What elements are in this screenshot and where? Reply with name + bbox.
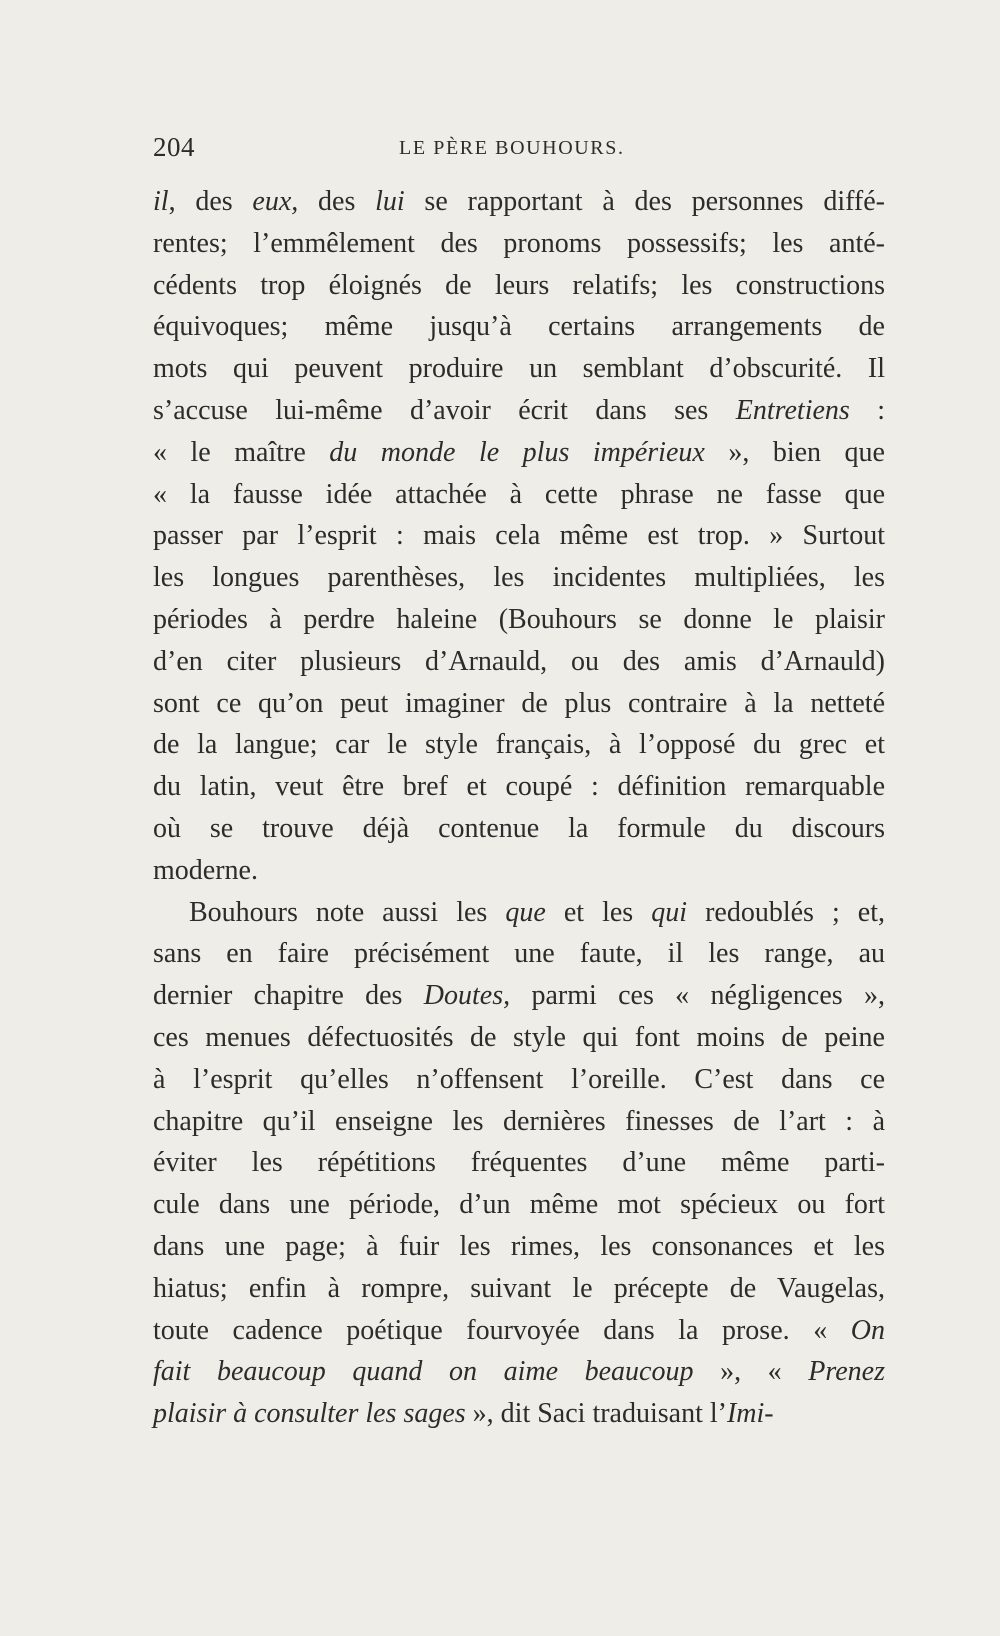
text-line — [153, 1226, 885, 1268]
text-run: et les — [545, 896, 652, 928]
text-line — [153, 1310, 885, 1352]
text-line — [153, 432, 885, 474]
text-run: « la fausse idée attachée à cette phrase ne fasse que — [153, 478, 885, 510]
text-line — [153, 1101, 885, 1143]
italic-text: qui — [651, 896, 688, 928]
text-line — [153, 975, 885, 1017]
text-line — [153, 683, 885, 725]
text-line — [153, 265, 885, 307]
text-run: cule dans une période, d’un même mot spécieux ou fort — [153, 1189, 885, 1221]
text-run: passer par l’esprit : mais cela même est trop. » Surtout — [153, 520, 885, 552]
text-line — [153, 390, 885, 432]
text-line — [153, 1059, 885, 1101]
text-line — [153, 557, 885, 599]
text-run: des — [298, 186, 376, 217]
text-line — [153, 599, 885, 641]
running-head — [153, 132, 853, 172]
text-line — [153, 892, 885, 934]
text-line — [153, 808, 885, 850]
text-line — [153, 348, 885, 390]
text-line — [153, 223, 885, 265]
text-run: les longues parenthèses, les incidentes multipliées, les — [153, 562, 885, 594]
text-run: sans en faire précisément une faute, il les range, au — [153, 938, 885, 970]
text-run: d’en citer plusieurs d’Arnauld, ou des amis d’Arnauld) — [153, 645, 885, 677]
italic-text: Imi- — [726, 1398, 774, 1430]
text-line — [153, 641, 885, 683]
italic-text: Prenez — [808, 1356, 886, 1388]
italic-text: On — [850, 1314, 885, 1346]
text-run: périodes à perdre haleine (Bouhours se donne le plaisir — [153, 603, 885, 635]
italic-text: Doutes, — [423, 980, 511, 1012]
text-run: dernier chapitre des — [153, 980, 424, 1012]
text-run: hiatus; enfin à rompre, suivant le précepte de Vaugelas, — [153, 1272, 885, 1304]
text-run: ces menues défectuosités de style qui font moins de peine — [153, 1021, 885, 1053]
text-run: cédents trop éloignés de leurs relatifs; les constructions — [153, 269, 885, 301]
text-line — [153, 515, 885, 557]
text-line — [153, 766, 885, 808]
text-line — [153, 1393, 885, 1435]
text-line — [153, 474, 885, 516]
italic-text: fait beaucoup quand on aime beaucoup — [153, 1356, 694, 1388]
text-line — [153, 850, 885, 892]
text-run: moderne. — [153, 854, 258, 886]
text-run: mots qui peuvent produire un semblant d’obscurité. Il — [153, 353, 885, 385]
text-line — [153, 1142, 885, 1184]
text-run: Bouhours note aussi les — [189, 896, 506, 928]
text-run: s’accuse lui-même d’avoir écrit dans ses — [153, 394, 736, 426]
text-run: redoublés ; et, — [687, 896, 885, 928]
text-line — [153, 1268, 885, 1310]
italic-text: du monde le plus impérieux — [329, 436, 705, 468]
text-run: du latin, veut être bref et coupé : définition remarquable — [153, 771, 885, 803]
text-line — [153, 306, 885, 348]
text-line — [153, 724, 885, 766]
text-line — [153, 181, 885, 223]
text-run: équivoques; même jusqu’à certains arrangements de — [153, 311, 885, 343]
text-run: toute cadence poétique fourvoyée dans la prose. « — [153, 1314, 851, 1346]
italic-text: lui — [375, 186, 405, 217]
italic-text: Entretiens — [735, 394, 850, 426]
text-run: : — [849, 394, 886, 426]
text-run: « le maître — [153, 436, 330, 468]
text-run: », bien que — [704, 436, 885, 468]
italic-text: eux, — [252, 186, 299, 217]
text-run: à l’esprit qu’elles n’offensent l’oreille. C’est dans ce — [153, 1063, 885, 1095]
text-line — [153, 933, 885, 975]
text-run: où se trouve déjà contenue la formule du discours — [153, 812, 885, 844]
text-run: dans une page; à fuir les rimes, les consonances et les — [153, 1230, 885, 1262]
body-text — [153, 181, 885, 1435]
text-run: , des — [168, 186, 253, 217]
text-run: de la langue; car le style français, à l’opposé du grec et — [153, 729, 885, 761]
text-run: sont ce qu’on peut imaginer de plus contraire à la netteté — [153, 687, 885, 719]
running-title: LE PÈRE BOUHOURS. — [399, 137, 625, 159]
text-line — [153, 1351, 885, 1393]
italic-text: que — [505, 896, 546, 928]
text-run: éviter les répétitions fréquentes d’une même parti- — [153, 1147, 885, 1179]
text-run: », dit Saci traduisant l’ — [465, 1398, 727, 1430]
page-number: 204 — [153, 132, 195, 162]
text-run: », « — [693, 1356, 809, 1388]
text-run: chapitre qu’il enseigne les dernières finesses de l’art : à — [153, 1105, 885, 1137]
text-line — [153, 1017, 885, 1059]
text-line — [153, 1184, 885, 1226]
italic-text: plaisir à consulter les sages — [153, 1398, 466, 1430]
italic-text: il — [153, 186, 169, 217]
text-run: se rapportant à des personnes diffé- — [404, 186, 885, 217]
text-run: rentes; l’emmêlement des pronoms possessifs; les anté- — [153, 227, 885, 259]
text-run: parmi ces « négligences », — [510, 980, 885, 1012]
